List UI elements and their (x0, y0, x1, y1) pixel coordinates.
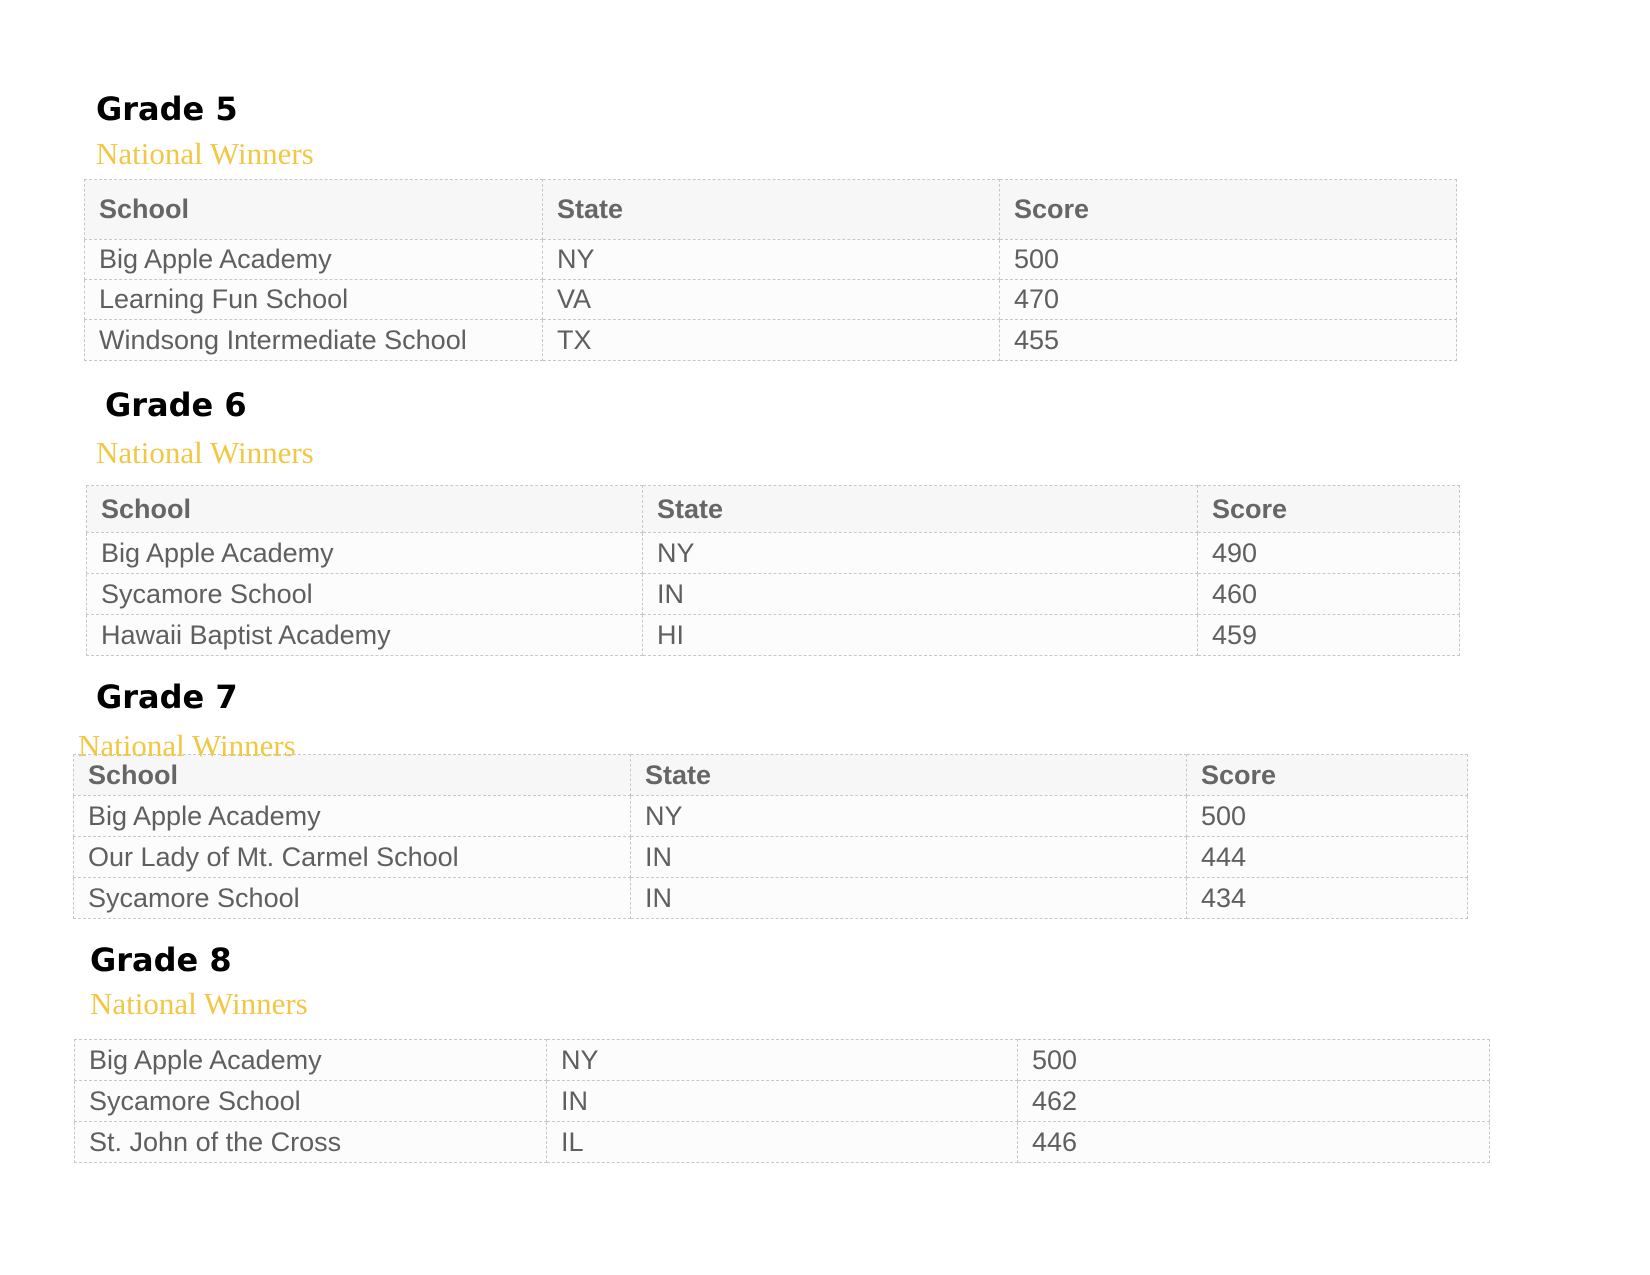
grade-8-title: Grade 8 (90, 941, 232, 979)
table-row (87, 533, 1460, 574)
grade-7-subtitle: National Winners (78, 728, 296, 763)
grade-8-subtitle: National Winners (90, 986, 308, 1021)
column-header-school: School (85, 180, 543, 240)
table-row (75, 1081, 1490, 1122)
school-cell: Hawaii Baptist Academy (87, 615, 643, 656)
table-row (87, 574, 1460, 615)
column-header-score: Score (1000, 180, 1457, 240)
grade-7-title: Grade 7 (96, 678, 238, 716)
table-row (74, 837, 1468, 878)
state-cell: TX (543, 320, 1000, 361)
score-cell: 470 (1000, 280, 1457, 320)
school-cell: Windsong Intermediate School (85, 320, 543, 361)
grade-6-subtitle: National Winners (96, 435, 314, 470)
column-header-state: State (631, 755, 1187, 796)
score-cell: 455 (1000, 320, 1457, 361)
school-cell: Big Apple Academy (75, 1040, 547, 1081)
score-cell: 500 (1018, 1040, 1490, 1081)
grade-8-table (74, 1039, 1490, 1163)
state-cell: IN (547, 1081, 1018, 1122)
state-cell: NY (543, 240, 1000, 280)
school-cell: Learning Fun School (85, 280, 543, 320)
score-cell: 434 (1187, 878, 1468, 919)
column-header-state: State (543, 180, 1000, 240)
score-cell: 500 (1000, 240, 1457, 280)
state-cell: IN (643, 574, 1198, 615)
table-row (75, 1040, 1490, 1081)
table-row (85, 240, 1457, 280)
column-header-score: Score (1198, 486, 1460, 533)
state-cell: IN (631, 837, 1187, 878)
table-row (85, 280, 1457, 320)
grade-6-table (86, 485, 1460, 656)
state-cell: NY (631, 796, 1187, 837)
score-cell: 459 (1198, 615, 1460, 656)
school-cell: Sycamore School (75, 1081, 547, 1122)
grade-5-table (84, 179, 1457, 361)
column-header-score: Score (1187, 755, 1468, 796)
school-cell: Big Apple Academy (87, 533, 643, 574)
table-row (74, 878, 1468, 919)
state-cell: NY (547, 1040, 1018, 1081)
score-cell: 460 (1198, 574, 1460, 615)
table-row (75, 1122, 1490, 1163)
school-cell: St. John of the Cross (75, 1122, 547, 1163)
school-cell: Sycamore School (87, 574, 643, 615)
table-header-row (87, 486, 1460, 533)
table-row (74, 796, 1468, 837)
state-cell: IL (547, 1122, 1018, 1163)
grade-7-table (73, 754, 1468, 919)
state-cell: IN (631, 878, 1187, 919)
school-cell: Our Lady of Mt. Carmel School (74, 837, 631, 878)
score-cell: 500 (1187, 796, 1468, 837)
table-header-row (85, 180, 1457, 240)
column-header-state: State (643, 486, 1198, 533)
grade-6-title: Grade 6 (105, 386, 247, 424)
score-cell: 490 (1198, 533, 1460, 574)
score-cell: 446 (1018, 1122, 1490, 1163)
state-cell: HI (643, 615, 1198, 656)
column-header-school: School (87, 486, 643, 533)
state-cell: NY (643, 533, 1198, 574)
score-cell: 462 (1018, 1081, 1490, 1122)
grade-5-subtitle: National Winners (96, 136, 314, 171)
school-cell: Big Apple Academy (85, 240, 543, 280)
grade-5-title: Grade 5 (96, 90, 238, 128)
table-row (85, 320, 1457, 361)
school-cell: Sycamore School (74, 878, 631, 919)
school-cell: Big Apple Academy (74, 796, 631, 837)
state-cell: VA (543, 280, 1000, 320)
column-header-school: School (74, 755, 631, 796)
score-cell: 444 (1187, 837, 1468, 878)
table-row (87, 615, 1460, 656)
